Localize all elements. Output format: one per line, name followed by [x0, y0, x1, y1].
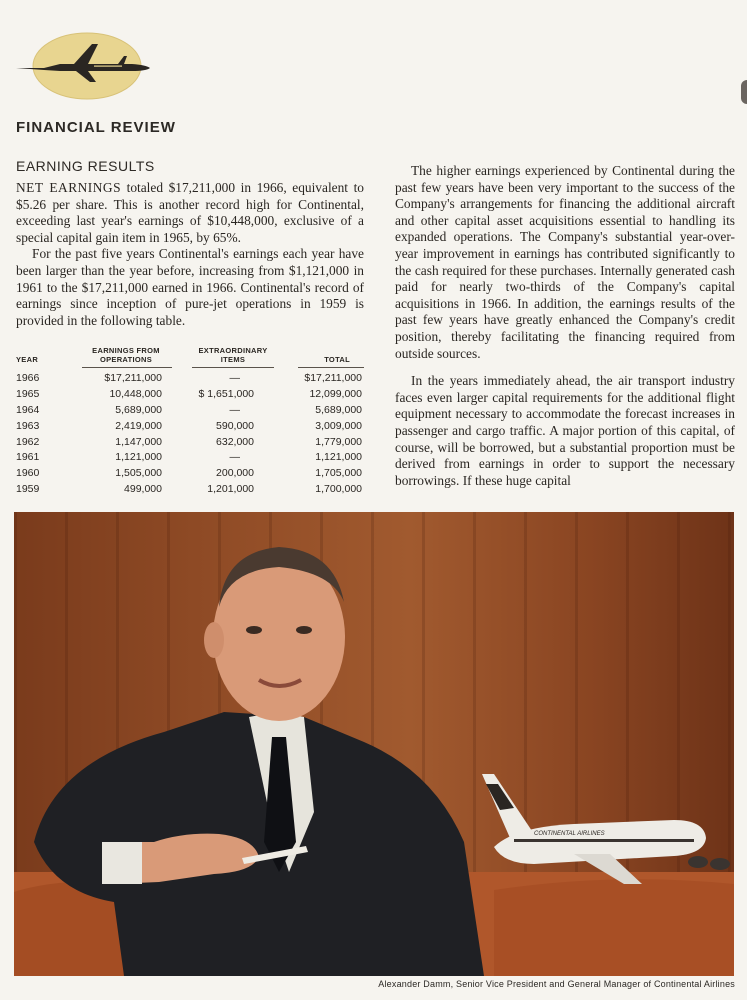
table-row — [16, 467, 364, 483]
header-extra-line1: EXTRAORDINARY — [198, 346, 268, 355]
cell-total: 1,700,000 — [315, 483, 362, 496]
cell-total: 3,009,000 — [315, 419, 362, 432]
left-column — [16, 158, 364, 329]
cell-extra: 200,000 — [216, 467, 254, 480]
table-row — [16, 436, 364, 452]
cell-year: 1965 — [16, 387, 40, 400]
header-total: TOTAL — [324, 354, 350, 364]
cell-year: 1963 — [16, 419, 40, 432]
cell-year: 1964 — [16, 403, 40, 416]
header-earnings-line2: OPERATIONS — [99, 354, 153, 364]
cell-year: 1959 — [16, 483, 40, 496]
cell-total: 12,099,000 — [309, 387, 362, 400]
header-extraordinary — [188, 347, 278, 364]
airplane-engine — [710, 858, 730, 870]
right-column — [395, 163, 735, 500]
cell-year: 1961 — [16, 451, 40, 464]
cell-extra: — — [229, 372, 240, 384]
paragraph-years-ahead: In the years immediately ahead, the air transport industry faces even larger capital requirements for the additional flight equipment necessary to accommodate the forecast increases in passenger and cargo traffic. A major portion of this capital, of course, will be borrowed, but a substantial proportion must be derived from earnings in order to support the necessary borrowings. If these huge capital — [395, 373, 735, 488]
page-edge-tab — [741, 80, 747, 104]
cell-year: 1962 — [16, 435, 40, 448]
cell-earnings: 1,121,000 — [115, 451, 162, 464]
cell-extra: 590,000 — [216, 419, 254, 432]
cell-extra: 632,000 — [216, 435, 254, 448]
eye-left — [246, 626, 262, 634]
header-rule — [192, 367, 274, 368]
section-title: FINANCIAL REVIEW — [16, 119, 176, 136]
cell-total: $17,211,000 — [304, 372, 362, 384]
airline-logo-icon — [14, 30, 154, 102]
header-year: YEAR — [16, 354, 39, 364]
earnings-table — [16, 342, 364, 496]
cell-total: 5,689,000 — [315, 403, 362, 416]
airplane-tail-stripe — [486, 784, 514, 810]
airplane-engine — [688, 856, 708, 868]
paragraph-higher-earnings: The higher earnings experienced by Continental during the past few years have been very important to the success of the Company's arrangements for financing the additional aircraft and other capital asset acquisitions essential to handling its expanded operations. The Company's substantial year-over-year improvement in earnings has contributed significantly to the cash required for these purchases. Internally generated cash paid for nearly two-thirds of the Company's capital acquisitions in 1966. In addition, the earnings results of the past few years have greatly enhanced the Company's credit position, thereby facilitating the financing required from outside sources. — [395, 163, 735, 361]
cell-extra: 1,201,000 — [207, 483, 254, 496]
cell-earnings: 1,147,000 — [115, 435, 162, 448]
header-extra-line2: ITEMS — [220, 354, 246, 364]
cell-year: 1966 — [16, 372, 40, 384]
airplane-cheatline — [514, 839, 694, 842]
shirt-cuff — [102, 842, 142, 884]
eye-right — [296, 626, 312, 634]
cell-extra: $ 1,651,000 — [198, 387, 254, 400]
table-row — [16, 372, 364, 388]
header-earnings-line1: EARNINGS FROM — [92, 346, 160, 355]
cell-extra: — — [229, 451, 240, 464]
cell-earnings: 2,419,000 — [115, 419, 162, 432]
ear — [204, 622, 224, 658]
header-earnings — [76, 347, 176, 364]
subhead-earning-results: EARNING RESULTS — [16, 158, 155, 174]
table-row — [16, 451, 364, 467]
cell-earnings: 499,000 — [124, 483, 162, 496]
table-row — [16, 483, 364, 499]
cell-earnings: 10,448,000 — [109, 387, 162, 400]
airplane-livery-text: CONTINENTAL AIRLINES — [534, 831, 605, 837]
cell-earnings: 5,689,000 — [115, 403, 162, 416]
lead-in: NET EARNINGS — [16, 180, 122, 195]
photo-illustration — [14, 512, 734, 976]
cell-year: 1960 — [16, 467, 40, 480]
photo-caption: Alexander Damm, Senior Vice President and General Manager of Continental Airlines — [378, 979, 735, 989]
cell-extra: — — [229, 403, 240, 416]
cell-total: 1,779,000 — [315, 435, 362, 448]
cell-earnings: 1,505,000 — [115, 467, 162, 480]
cell-total: 1,121,000 — [315, 451, 362, 464]
table-row — [16, 388, 364, 404]
header-rule — [298, 367, 364, 368]
table-header — [16, 342, 364, 364]
executive-photo — [14, 512, 734, 976]
cell-total: 1,705,000 — [315, 467, 362, 480]
paragraph-net-earnings — [16, 180, 364, 246]
header-rule — [82, 367, 172, 368]
paragraph-net-earnings-text: totaled $17,211,000 in 1966, equivalent to $5.26 per share. This is another record high for Continental, exceeding last year's earnings of $10,448,000, exclusive of a special capital gain item in 1965, by 65%. — [16, 180, 364, 245]
chair-arm-right — [494, 879, 734, 976]
paragraph-five-years: For the past five years Continental's earnings each year have been larger than the year before, increasing from $1,121,000 in 1961 to the $17,211,000 earned in 1966. Continental's record of earnings since inception of pure-jet operations in 1959 is provided in the following table. — [16, 246, 364, 328]
table-row — [16, 404, 364, 420]
table-body — [16, 372, 364, 499]
cell-earnings: $17,211,000 — [104, 372, 162, 384]
table-row — [16, 420, 364, 436]
